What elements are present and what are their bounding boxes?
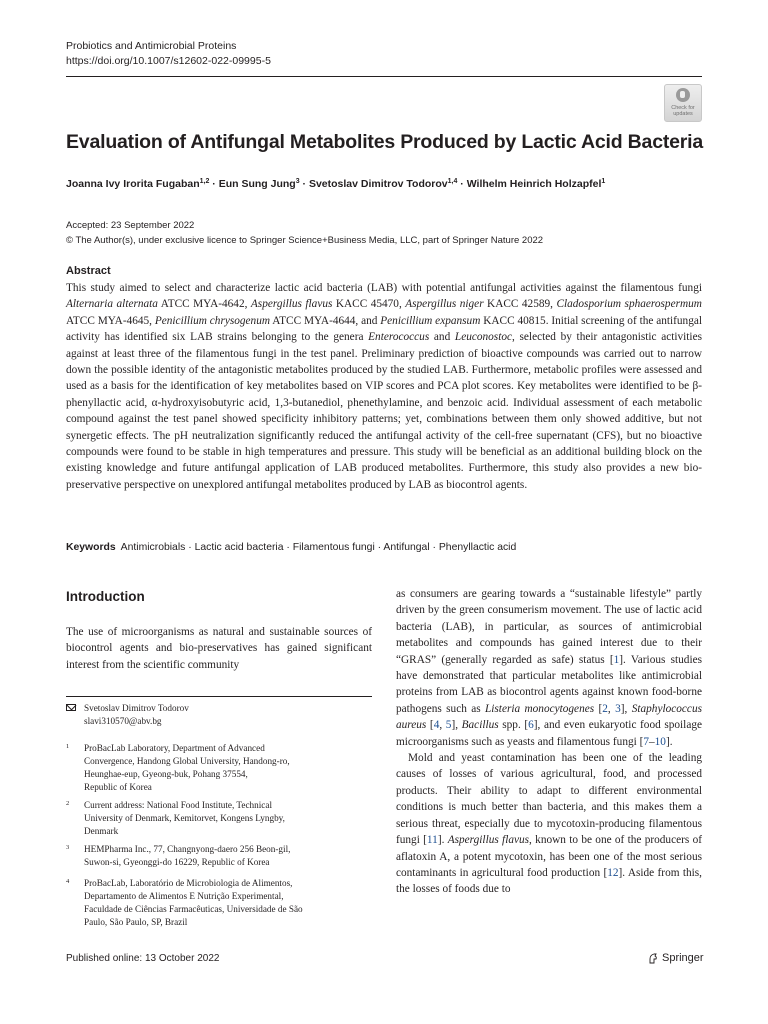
header-divider: [66, 76, 702, 77]
author-affiliation: 1,4: [447, 178, 458, 185]
author-name[interactable]: Eun Sung Jung: [218, 178, 296, 190]
author-list: [66, 178, 605, 190]
journal-header: [66, 39, 271, 69]
corresponding-name: Svetoslav Dimitrov Todorov: [84, 703, 189, 713]
abstract-text: This study aimed to select and characterize lactic acid bacteria (LAB) with potential antifungal activities against the filamentous fungi Alternaria alternata ATCC MYA-4642, Aspergillus flavus KACC 45470, Aspergillus niger KACC 42589, Cladosporium sphaerospermum ATCC MYA-4645, Penicillium chrysogenum ATCC MYA-4644, and Penicillium expansum KACC 40815. Initial screening of the antifungal activity has identified six LAB strains belonging to the genera Enterococcus and Leuconostoc, selected by their antagonistic activities against at least three of the filamentous fungi in the test panel. Preliminary prediction of bioactive compounds was carried out to narrow down the possible identity of the antagonistic metabolites produced by the studied LAB. Furthermore, metabolic profiles were assessed and used as a basis for the identification of key metabolites based on VIP scores and PCA plot scores. Key metabolites were identified to be β-phenyllactic acid, α-hydroxyisobutyric acid, 1,3-butanediol, phenethylamine, and benzoic acid. Individual assessment of each metabolic compound against the test panel showed specificity inhibitory patterns; yet, combinations between them only showed additive, but not synergetic effects. The pH neutralization significantly reduced the antifungal activity of the cell-free supernatant (CFS), but no bioactive compounds were found to be stable in high temperatures and pressure. This study will be beneficial as an additional building block on the existing knowledge and future antifungal application of LAB produced metabolites. Furthermore, this study also provides a new bio-preservative perspective on unexplored antifungal metabolites produced by LAB as biocontrol agents.: [66, 282, 703, 491]
introduction-paragraph: Mold and yeast contamination has been one of the leading causes of losses of various agricultural, food, and processed products. Their ability to adapt to different environmental conditions is much better than bacteria, and this makes them a serious threat, especially due to mycotoxin-producing filamentous fungi [11]. Aspergillus flavus, known to be one of the producers of aflatoxin A, a potent mycotoxin, has been one of the most serious contaminants in agricultural food production [12]. Aside from this, the losses of foods due to: [396, 752, 702, 896]
affiliation-line: Departamento de Alimentos E Nutrição Experimental,: [84, 891, 284, 901]
springer-horse-icon: [648, 953, 658, 964]
affiliation-line: Republic of Korea: [84, 782, 152, 792]
published-online-date: Published online: 13 October 2022: [66, 953, 220, 964]
doi-link[interactable]: https://doi.org/10.1007/s12602-022-09995-5: [66, 55, 271, 67]
affiliation-line: ProBacLab Laboratory, Department of Advanced: [84, 743, 265, 753]
check-updates-label-1: Check for: [671, 105, 695, 111]
author-affiliation: 3: [295, 178, 300, 185]
author-name[interactable]: Wilhelm Heinrich Holzapfel: [466, 178, 602, 190]
author-affiliation: 1: [601, 178, 606, 185]
affiliation-line: Faculdade de Ciências Farmacêuticas, Universidade de São: [84, 904, 303, 914]
affiliation-line: Convergence, Handong Global University, Handong-ro,: [84, 756, 290, 766]
author-name[interactable]: Joanna Ivy Irorita Fugaban: [66, 178, 200, 190]
affiliation-number: 2: [66, 800, 70, 807]
affiliation-line: Paulo, São Paulo, SP, Brazil: [84, 917, 188, 927]
keywords-label: Keywords: [66, 542, 116, 553]
affiliation-line: Suwon-si, Gyeonggi-do 16229, Republic of Korea: [84, 857, 270, 867]
affiliation-line: Current address: National Food Institute, Technical: [84, 800, 272, 810]
publication-dates: [66, 218, 543, 248]
author-separator: ·: [457, 178, 467, 190]
keywords-list: Antimicrobials · Lactic acid bacteria · Filamentous fungi · Antifungal · Phenyllactic acid: [120, 542, 517, 553]
affiliation-line: Denmark: [84, 826, 119, 836]
affiliation-line: HEMPharma Inc., 77, Changnyong-daero 256 Beon-gil,: [84, 844, 291, 854]
affiliation-number: 3: [66, 844, 70, 851]
introduction-text-right: [396, 586, 702, 898]
affiliation-number: 4: [66, 878, 70, 885]
author-separator: ·: [209, 178, 219, 190]
author-affiliation: 1,2: [199, 178, 210, 185]
affiliation-line: Heunghae-eup, Gyeong-buk, Pohang 37554,: [84, 769, 248, 779]
publisher-name: Springer: [662, 952, 704, 964]
check-for-updates-badge[interactable]: [664, 84, 702, 122]
affiliation-number: 1: [66, 743, 70, 750]
article-title: Evaluation of Antifungal Metabolites Produced by Lactic Acid Bacteria: [66, 131, 704, 153]
introduction-heading: Introduction: [66, 589, 145, 604]
author-separator: ·: [299, 178, 309, 190]
copyright-notice: © The Author(s), under exclusive licence to Springer Science+Business Media, LLC, part of Springer Nature 2022: [66, 235, 544, 246]
envelope-icon: [66, 704, 76, 711]
corresponding-email[interactable]: slavi310570@abv.bg: [84, 716, 162, 726]
introduction-paragraph: as consumers are gearing towards a “sustainable lifestyle” partly driven by the green consumerism movement. The use of lactic acid bacteria (LAB), in particular, as sources of antimicrobial metabolites and compounds has gained interest due to their “GRAS” (generally regarded as safe) status [1]. Various studies have demonstrated that particular metabolites like antimicrobial proteins from LAB as biocontrol agents against known food-borne pathogens such as Listeria monocytogenes [2, 3], Staphylococcus aureus [4, 5], Bacillus spp. [6], and even eukaryotic food spoilage microorganisms such as yeasts and filamentous fungi [7–10].: [396, 588, 702, 748]
affiliation-line: University of Denmark, Kemitorvet, Kongens Lyngby,: [84, 813, 285, 823]
author-name[interactable]: Svetoslav Dimitrov Todorov: [308, 178, 448, 190]
introduction-text-left: The use of microorganisms as natural and sustainable sources of biocontrol agents and bio-preservatives has gained significant interest from the scientific community: [66, 626, 372, 671]
journal-name: Probiotics and Antimicrobial Proteins: [66, 40, 237, 52]
check-updates-label-2: updates: [673, 111, 693, 117]
check-updates-icon: [676, 88, 690, 102]
affiliation-line: ProBacLab, Laboratório de Microbiologia de Alimentos,: [84, 878, 293, 888]
keywords: [66, 542, 516, 553]
abstract-heading: Abstract: [66, 265, 111, 277]
accepted-date: Accepted: 23 September 2022: [66, 220, 195, 231]
footnote-divider: [66, 696, 372, 697]
